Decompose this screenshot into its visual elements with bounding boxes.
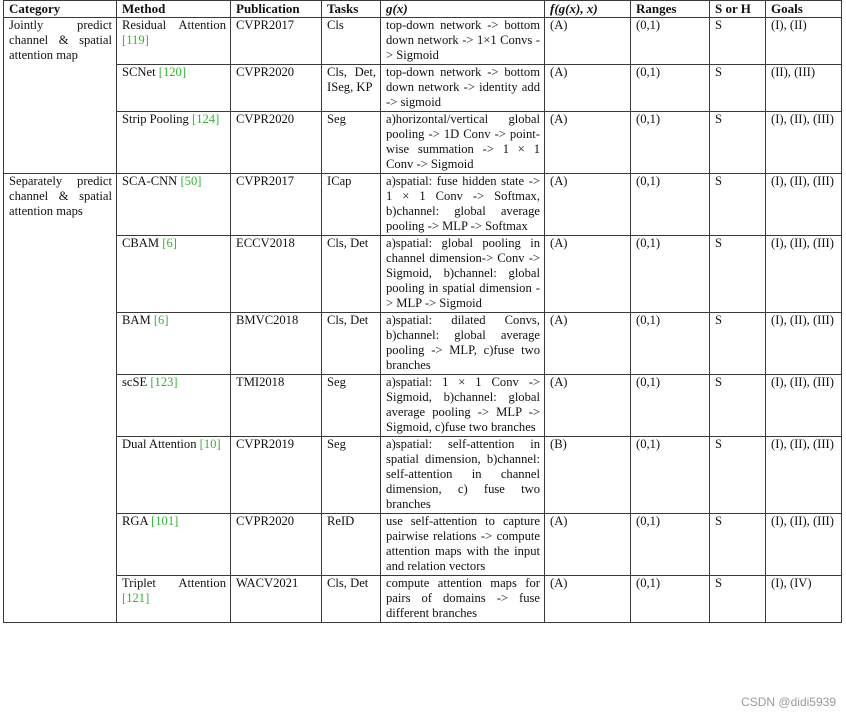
method-cell bbox=[117, 375, 231, 437]
g-function-cell: a)spatial: global pooling in channel dimension-> Conv -> Sigmoid, b)channel: global pooling in spatial dimension -> MLP -> Sigmoid bbox=[381, 236, 545, 313]
s-or-h-cell: S bbox=[710, 437, 766, 514]
f-function-cell: (B) bbox=[545, 437, 631, 514]
table-row bbox=[4, 576, 842, 623]
s-or-h-cell: S bbox=[710, 18, 766, 65]
citation-link[interactable]: [124] bbox=[192, 112, 220, 126]
ranges-cell: (0,1) bbox=[631, 18, 710, 65]
f-function-cell: (A) bbox=[545, 236, 631, 313]
s-or-h-cell: S bbox=[710, 576, 766, 623]
table-row bbox=[4, 437, 842, 514]
s-or-h-cell: S bbox=[710, 65, 766, 112]
method-name: scSE bbox=[122, 375, 148, 389]
publication-cell: TMI2018 bbox=[231, 375, 322, 437]
tasks-cell: ICap bbox=[322, 174, 381, 236]
citation-link[interactable]: [119] bbox=[122, 33, 149, 47]
table-row bbox=[4, 112, 842, 174]
header-method: Method bbox=[117, 1, 231, 18]
citation-link[interactable]: [50] bbox=[180, 174, 202, 188]
f-function-cell: (A) bbox=[545, 514, 631, 576]
attention-methods-table bbox=[3, 0, 842, 623]
header-ranges: Ranges bbox=[631, 1, 710, 18]
method-cell bbox=[117, 514, 231, 576]
citation-link[interactable]: [10] bbox=[199, 437, 221, 451]
citation-link[interactable]: [101] bbox=[151, 514, 179, 528]
f-function-cell: (A) bbox=[545, 375, 631, 437]
tasks-cell: ReID bbox=[322, 514, 381, 576]
s-or-h-cell: S bbox=[710, 236, 766, 313]
table-row bbox=[4, 236, 842, 313]
method-name: CBAM bbox=[122, 236, 160, 250]
s-or-h-cell: S bbox=[710, 174, 766, 236]
table-row bbox=[4, 18, 842, 65]
method-cell bbox=[117, 112, 231, 174]
g-function-cell: a)spatial: dilated Convs, b)channel: global average pooling -> MLP, c)fuse two branches bbox=[381, 313, 545, 375]
tasks-cell: Cls, Det bbox=[322, 313, 381, 375]
s-or-h-cell: S bbox=[710, 112, 766, 174]
header-row bbox=[4, 1, 842, 18]
method-cell bbox=[117, 18, 231, 65]
citation-link[interactable]: [121] bbox=[122, 591, 150, 605]
method-name: SCNet bbox=[122, 65, 156, 79]
s-or-h-cell: S bbox=[710, 375, 766, 437]
method-cell bbox=[117, 236, 231, 313]
goals-cell: (I), (II), (III) bbox=[766, 514, 842, 576]
publication-cell: CVPR2020 bbox=[231, 65, 322, 112]
method-cell bbox=[117, 437, 231, 514]
method-cell bbox=[117, 576, 231, 623]
category-cell: Jointly predict channel & spatial attention map bbox=[4, 18, 117, 174]
g-function-cell: a)spatial: 1 × 1 Conv -> Sigmoid, b)channel: global average pooling -> MLP -> Sigmoid, c)fuse two branches bbox=[381, 375, 545, 437]
goals-cell: (I), (II) bbox=[766, 18, 842, 65]
citation-link[interactable]: [6] bbox=[162, 236, 177, 250]
goals-cell: (I), (II), (III) bbox=[766, 174, 842, 236]
tasks-cell: Cls, Det bbox=[322, 236, 381, 313]
publication-cell: CVPR2017 bbox=[231, 18, 322, 65]
tasks-cell: Seg bbox=[322, 375, 381, 437]
tasks-cell: Seg bbox=[322, 112, 381, 174]
ranges-cell: (0,1) bbox=[631, 437, 710, 514]
method-name: Residual Attention bbox=[122, 18, 226, 32]
method-cell bbox=[117, 313, 231, 375]
method-name: Triplet Attention bbox=[122, 576, 226, 590]
g-function-cell: compute attention maps for pairs of domains -> fuse different branches bbox=[381, 576, 545, 623]
method-name: Dual Attention bbox=[122, 437, 197, 451]
g-function-cell: a)horizontal/vertical global pooling -> 1D Conv -> point-wise summation -> 1 × 1 Conv -> Sigmoid bbox=[381, 112, 545, 174]
table-row bbox=[4, 313, 842, 375]
header-goals: Goals bbox=[766, 1, 842, 18]
ranges-cell: (0,1) bbox=[631, 375, 710, 437]
method-name: Strip Pooling bbox=[122, 112, 189, 126]
citation-link[interactable]: [123] bbox=[150, 375, 178, 389]
method-name: RGA bbox=[122, 514, 148, 528]
method-cell bbox=[117, 174, 231, 236]
method-name: SCA-CNN bbox=[122, 174, 178, 188]
publication-cell: CVPR2017 bbox=[231, 174, 322, 236]
header-g: g(x) bbox=[381, 1, 545, 18]
watermark: CSDN @didi5939 bbox=[741, 695, 836, 709]
header-publication: Publication bbox=[231, 1, 322, 18]
publication-cell: BMVC2018 bbox=[231, 313, 322, 375]
ranges-cell: (0,1) bbox=[631, 576, 710, 623]
goals-cell: (I), (II), (III) bbox=[766, 437, 842, 514]
ranges-cell: (0,1) bbox=[631, 514, 710, 576]
publication-cell: CVPR2020 bbox=[231, 112, 322, 174]
g-function-cell: a)spatial: fuse hidden state -> 1 × 1 Conv -> Softmax, b)channel: global average pooling -> MLP -> Softmax bbox=[381, 174, 545, 236]
f-function-cell: (A) bbox=[545, 65, 631, 112]
table-row bbox=[4, 514, 842, 576]
table-row bbox=[4, 65, 842, 112]
tasks-cell: Cls, Det, ISeg, KP bbox=[322, 65, 381, 112]
tasks-cell: Seg bbox=[322, 437, 381, 514]
s-or-h-cell: S bbox=[710, 514, 766, 576]
table-row bbox=[4, 174, 842, 236]
f-function-cell: (A) bbox=[545, 576, 631, 623]
goals-cell: (II), (III) bbox=[766, 65, 842, 112]
ranges-cell: (0,1) bbox=[631, 112, 710, 174]
goals-cell: (I), (II), (III) bbox=[766, 236, 842, 313]
ranges-cell: (0,1) bbox=[631, 313, 710, 375]
g-function-cell: use self-attention to capture pairwise relations -> compute attention maps with the input and relation vectors bbox=[381, 514, 545, 576]
ranges-cell: (0,1) bbox=[631, 65, 710, 112]
tasks-cell: Cls, Det bbox=[322, 576, 381, 623]
table-row bbox=[4, 375, 842, 437]
f-function-cell: (A) bbox=[545, 174, 631, 236]
category-cell: Separately predict channel & spatial attention maps bbox=[4, 174, 117, 623]
g-function-cell: a)spatial: self-attention in spatial dimension, b)channel: self-attention in channel dimension, c) fuse two branches bbox=[381, 437, 545, 514]
header-tasks: Tasks bbox=[322, 1, 381, 18]
method-name: BAM bbox=[122, 313, 151, 327]
header-category: Category bbox=[4, 1, 117, 18]
f-function-cell: (A) bbox=[545, 313, 631, 375]
header-s-or-h: S or H bbox=[710, 1, 766, 18]
ranges-cell: (0,1) bbox=[631, 174, 710, 236]
publication-cell: WACV2021 bbox=[231, 576, 322, 623]
header-f: f(g(x), x) bbox=[545, 1, 631, 18]
goals-cell: (I), (II), (III) bbox=[766, 375, 842, 437]
method-cell bbox=[117, 65, 231, 112]
goals-cell: (I), (II), (III) bbox=[766, 112, 842, 174]
g-function-cell: top-down network -> bottom down network -> identity add -> sigmoid bbox=[381, 65, 545, 112]
citation-link[interactable]: [120] bbox=[158, 65, 187, 79]
goals-cell: (I), (II), (III) bbox=[766, 313, 842, 375]
s-or-h-cell: S bbox=[710, 313, 766, 375]
ranges-cell: (0,1) bbox=[631, 236, 710, 313]
tasks-cell: Cls bbox=[322, 18, 381, 65]
publication-cell: CVPR2019 bbox=[231, 437, 322, 514]
publication-cell: CVPR2020 bbox=[231, 514, 322, 576]
publication-cell: ECCV2018 bbox=[231, 236, 322, 313]
citation-link[interactable]: [6] bbox=[153, 313, 169, 327]
f-function-cell: (A) bbox=[545, 18, 631, 65]
goals-cell: (I), (IV) bbox=[766, 576, 842, 623]
f-function-cell: (A) bbox=[545, 112, 631, 174]
g-function-cell: top-down network -> bottom down network -> 1×1 Convs -> Sigmoid bbox=[381, 18, 545, 65]
